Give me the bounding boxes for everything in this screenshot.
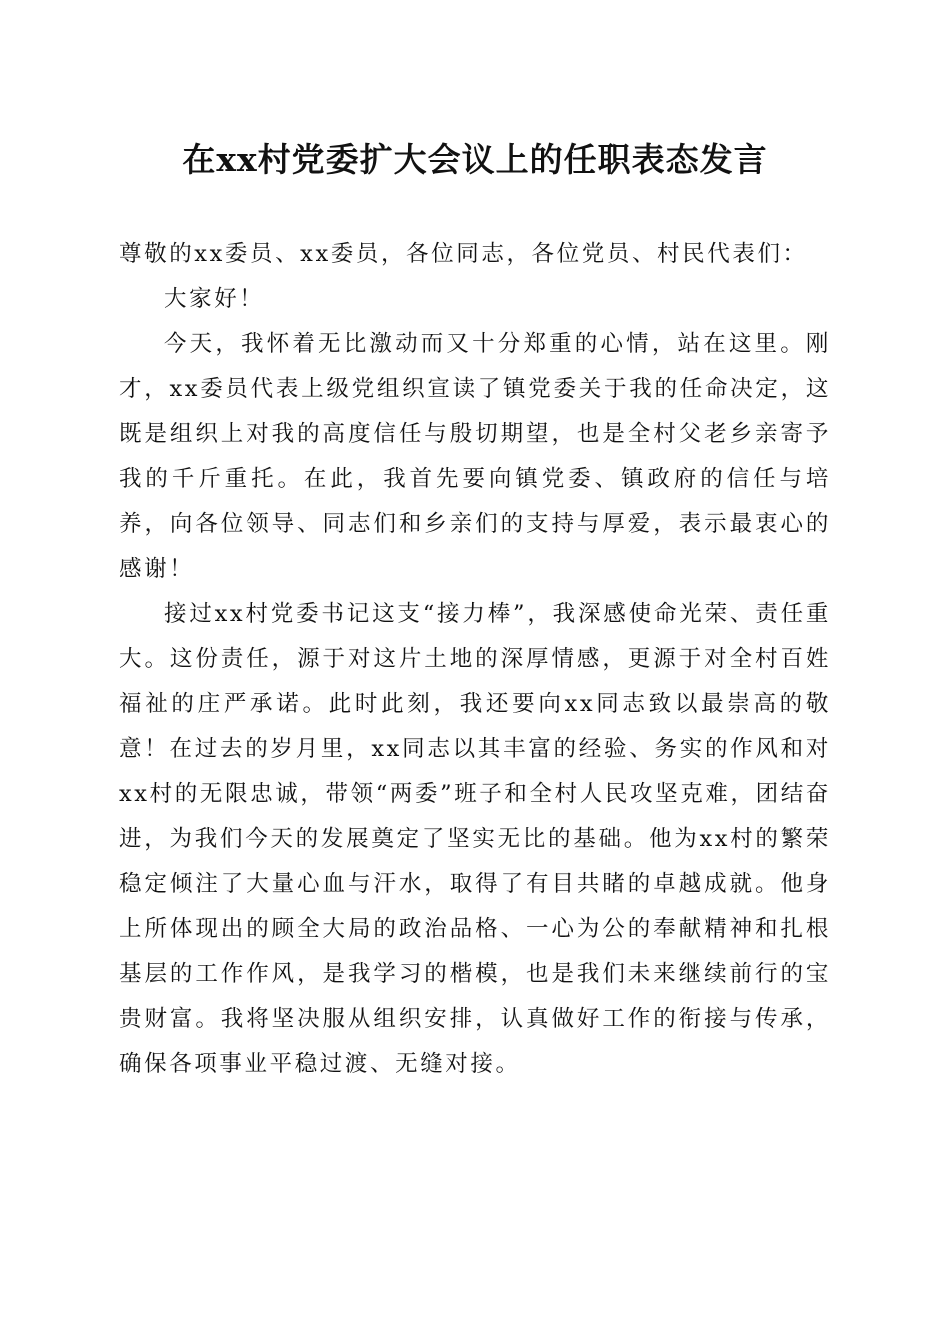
document-title: 在xx村党委扩大会议上的任职表态发言 xyxy=(182,140,768,179)
document-body xyxy=(119,232,831,1087)
paragraph-1: 今天，我怀着无比激动而又十分郑重的心情，站在这里。刚才，xx委员代表上级党组织宣读了镇党委关于我的任命决定，这既是组织上对我的高度信任与殷切期望，也是全村父老乡亲寄予我的千斤重托。在此，我首先要向镇党委、镇政府的信任与培养，向各位领导、同志们和乡亲们的支持与厚爱，表示最衷心的感谢！ xyxy=(119,331,831,582)
salutation: 尊敬的xx委员、xx委员，各位同志，各位党员、村民代表们： xyxy=(119,241,808,267)
greeting: 大家好！ xyxy=(164,286,265,312)
paragraph-2: 接过xx村党委书记这支“接力棒”，我深感使命光荣、责任重大。这份责任，源于对这片土地的深厚情感，更源于对全村百姓福祉的庄严承诺。此时此刻，我还要向xx同志致以最崇高的敬意！在过去的岁月里，xx同志以其丰富的经验、务实的作风和对xx村的无限忠诚，带领“两委”班子和全村人民攻坚克难，团结奋进，为我们今天的发展奠定了坚实无比的基础。他为xx村的繁荣稳定倾注了大量心血与汗水，取得了有目共睹的卓越成就。他身上所体现出的顾全大局的政治品格、一心为公的奉献精神和扎根基层的工作作风，是我学习的楷模，也是我们未来继续前行的宝贵财富。我将坚决服从组织安排，认真做好工作的衔接与传承，确保各项事业平稳过渡、无缝对接。 xyxy=(119,601,831,1077)
